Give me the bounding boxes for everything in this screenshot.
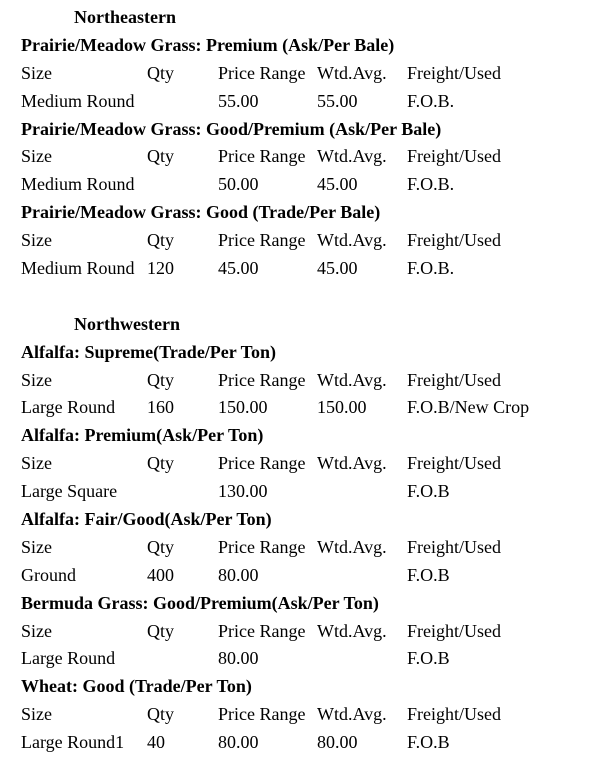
column-header-price-range: Price Range xyxy=(218,369,306,390)
column-header-qty: Qty xyxy=(147,369,174,390)
column-header-qty: Qty xyxy=(147,453,174,474)
region-heading: Northeastern xyxy=(74,7,176,27)
table-row xyxy=(21,255,606,283)
cell-size: Ground xyxy=(21,564,76,585)
column-header-freight-used: Freight/Used xyxy=(407,620,501,641)
column-header-wtd-avg: Wtd.Avg. xyxy=(317,230,387,251)
table-row xyxy=(21,729,606,757)
cell-size: Large Square xyxy=(21,481,118,502)
column-header-wtd-avg: Wtd.Avg. xyxy=(317,536,387,557)
column-header-row xyxy=(21,618,606,646)
cell-price-range: 45.00 xyxy=(218,258,259,279)
table-row xyxy=(21,562,606,590)
cell-freight-used: F.O.B. xyxy=(407,90,455,111)
cell-freight-used: F.O.B xyxy=(407,732,450,753)
category-title: Alfalfa: Supreme(Trade/Per Ton) xyxy=(21,341,276,362)
column-header-size: Size xyxy=(21,146,52,167)
cell-wtd-avg: 55.00 xyxy=(317,90,358,111)
cell-price-range: 80.00 xyxy=(218,564,259,585)
cell-wtd-avg: 150.00 xyxy=(317,397,367,418)
column-header-qty: Qty xyxy=(147,620,174,641)
category-title: Prairie/Meadow Grass: Premium (Ask/Per Bale) xyxy=(21,34,395,55)
column-header-row xyxy=(21,701,606,729)
column-header-qty: Qty xyxy=(147,62,174,83)
column-header-size: Size xyxy=(21,453,52,474)
column-header-wtd-avg: Wtd.Avg. xyxy=(317,62,387,83)
region-heading: Northwestern xyxy=(74,313,180,334)
cell-price-range: 150.00 xyxy=(218,397,268,418)
cell-price-range: 80.00 xyxy=(218,648,259,669)
cell-price-range: 80.00 xyxy=(218,732,259,753)
region-spacer xyxy=(21,283,606,311)
cell-size: Medium Round xyxy=(21,258,135,279)
column-header-wtd-avg: Wtd.Avg. xyxy=(317,620,387,641)
hay-market-report xyxy=(21,4,606,757)
category-title: Prairie/Meadow Grass: Good/Premium (Ask/Per Bale) xyxy=(21,118,442,139)
column-header-wtd-avg: Wtd.Avg. xyxy=(317,704,387,725)
table-row xyxy=(21,394,606,422)
column-header-wtd-avg: Wtd.Avg. xyxy=(317,369,387,390)
column-header-size: Size xyxy=(21,620,52,641)
column-header-wtd-avg: Wtd.Avg. xyxy=(317,146,387,167)
cell-size: Large Round xyxy=(21,648,116,669)
cell-freight-used: F.O.B xyxy=(407,648,450,669)
column-header-size: Size xyxy=(21,62,52,83)
cell-freight-used: F.O.B. xyxy=(407,174,455,195)
category-title: Alfalfa: Premium(Ask/Per Ton) xyxy=(21,425,264,446)
cell-qty: 40 xyxy=(147,732,165,753)
cell-price-range: 55.00 xyxy=(218,90,259,111)
column-header-price-range: Price Range xyxy=(218,146,306,167)
column-header-freight-used: Freight/Used xyxy=(407,146,501,167)
table-row xyxy=(21,645,606,673)
cell-size: Medium Round xyxy=(21,174,135,195)
column-header-row xyxy=(21,143,606,171)
column-header-size: Size xyxy=(21,230,52,251)
column-header-freight-used: Freight/Used xyxy=(407,230,501,251)
column-header-freight-used: Freight/Used xyxy=(407,536,501,557)
column-header-price-range: Price Range xyxy=(218,230,306,251)
cell-wtd-avg: 80.00 xyxy=(317,732,358,753)
cell-wtd-avg: 45.00 xyxy=(317,258,358,279)
cell-price-range: 130.00 xyxy=(218,481,268,502)
cell-qty: 160 xyxy=(147,397,174,418)
column-header-row xyxy=(21,450,606,478)
cell-size: Large Round1 xyxy=(21,732,125,753)
column-header-size: Size xyxy=(21,536,52,557)
cell-freight-used: F.O.B xyxy=(407,564,450,585)
column-header-freight-used: Freight/Used xyxy=(407,704,501,725)
cell-qty: 400 xyxy=(147,564,174,585)
column-header-qty: Qty xyxy=(147,536,174,557)
column-header-row xyxy=(21,534,606,562)
cell-price-range: 50.00 xyxy=(218,174,259,195)
column-header-freight-used: Freight/Used xyxy=(407,453,501,474)
column-header-row xyxy=(21,227,606,255)
column-header-price-range: Price Range xyxy=(218,620,306,641)
table-row xyxy=(21,171,606,199)
table-row xyxy=(21,88,606,116)
column-header-qty: Qty xyxy=(147,704,174,725)
column-header-qty: Qty xyxy=(147,230,174,251)
category-title: Alfalfa: Fair/Good(Ask/Per Ton) xyxy=(21,509,272,530)
cell-freight-used: F.O.B/New Crop xyxy=(407,397,530,418)
table-row xyxy=(21,478,606,506)
cell-freight-used: F.O.B xyxy=(407,481,450,502)
cell-wtd-avg: 45.00 xyxy=(317,174,358,195)
column-header-size: Size xyxy=(21,369,52,390)
column-header-price-range: Price Range xyxy=(218,62,306,83)
category-title: Wheat: Good (Trade/Per Ton) xyxy=(21,676,252,697)
column-header-price-range: Price Range xyxy=(218,453,306,474)
column-header-freight-used: Freight/Used xyxy=(407,369,501,390)
cell-size: Medium Round xyxy=(21,90,135,111)
cell-freight-used: F.O.B. xyxy=(407,258,455,279)
cell-size: Large Round xyxy=(21,397,116,418)
column-header-size: Size xyxy=(21,704,52,725)
category-title: Prairie/Meadow Grass: Good (Trade/Per Bale) xyxy=(21,202,381,223)
category-title: Bermuda Grass: Good/Premium(Ask/Per Ton) xyxy=(21,592,379,613)
column-header-price-range: Price Range xyxy=(218,704,306,725)
column-header-wtd-avg: Wtd.Avg. xyxy=(317,453,387,474)
column-header-row xyxy=(21,367,606,395)
cell-qty: 120 xyxy=(147,258,174,279)
column-header-freight-used: Freight/Used xyxy=(407,62,501,83)
column-header-qty: Qty xyxy=(147,146,174,167)
column-header-row xyxy=(21,60,606,88)
column-header-price-range: Price Range xyxy=(218,536,306,557)
